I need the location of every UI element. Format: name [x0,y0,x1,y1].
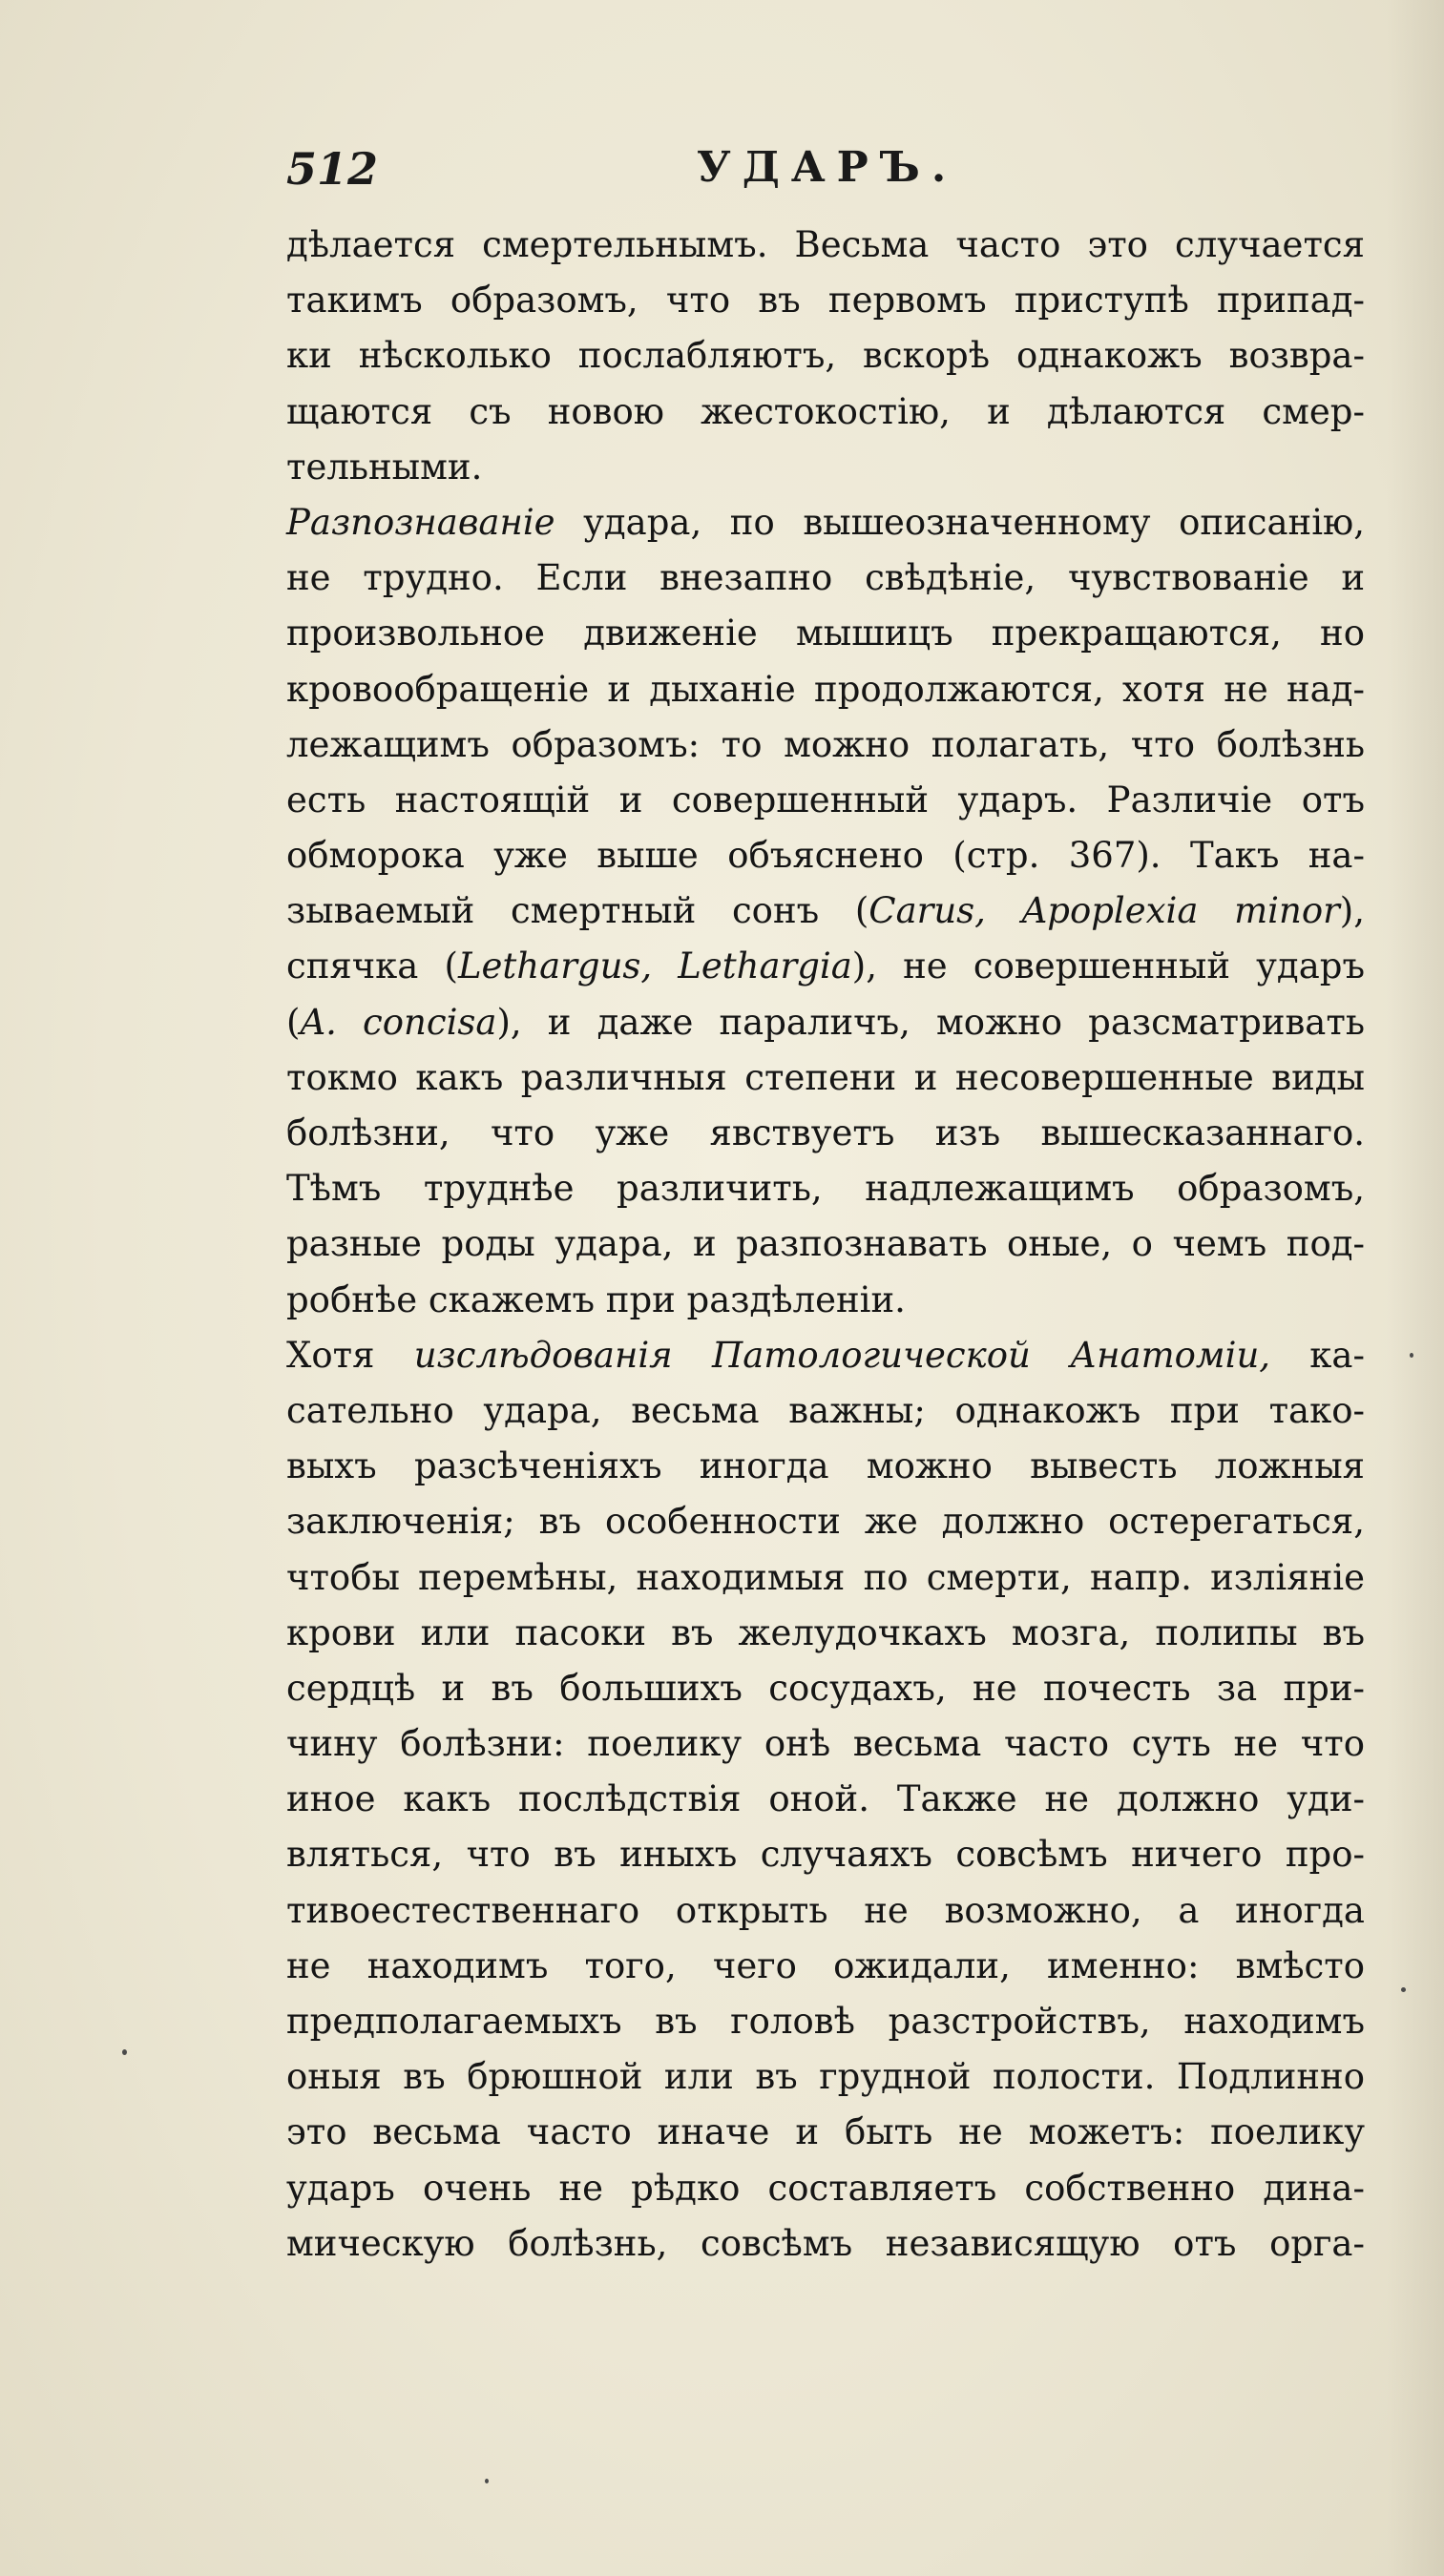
ink-speck [1401,1987,1406,1992]
text-line: чину болѣзни: поелику онѣ весьма часто суть не что [286,1723,1365,1765]
text-line: спячка (Lethargus, Lethargia), не совершенный ударъ [286,945,1365,987]
text-line: разные роды удара, и разпознавать оные, о чемъ под- [286,1223,1365,1265]
latin-term: Lethargus, Lethargia [457,945,852,987]
text-line: иное какъ послѣдствія оной. Также не должно уди- [286,1778,1365,1820]
text-line: болѣзни, что уже явствуетъ изъ вышесказаннаго. [286,1112,1365,1153]
text-line: кровообращеніе и дыханіе продолжаются, хотя не над- [286,668,1365,710]
ink-speck [122,2049,127,2055]
latin-term: Carus, Apoplexia minor [868,890,1340,932]
text-line: сательно удара, весьма важны; однакожъ при тако- [286,1389,1365,1431]
text-line: Тѣмъ труднѣе различить, надлежащимъ образомъ, [286,1168,1365,1210]
text-line: лежащимъ образомъ: то можно полагать, что болѣзнь [286,723,1365,765]
page-header [286,143,1365,210]
text-line: заключенія; въ особенности же должно остерегаться, [286,1501,1365,1543]
ink-speck [485,2479,489,2483]
text-line: крови или пасоки въ желудочкахъ мозга, полипы въ [286,1611,1365,1653]
page-number: 512 [286,143,379,195]
text-line: не трудно. Если внезапно свѣдѣніе, чувствованіе и [286,557,1365,599]
italic-term: изслѣдованія Патологической Анатоміи, [413,1334,1271,1376]
text-line: есть настоящій и совершенный ударъ. Различіе отъ [286,779,1365,821]
text-line: это весьма часто иначе и быть не можетъ: поелику [286,2111,1365,2153]
text-line: такимъ образомъ, что въ первомъ приступѣ припад- [286,280,1365,322]
text-line: токмо какъ различныя степени и несовершенные виды [286,1056,1365,1098]
text-line: мическую болѣзнь, совсѣмъ независящую отъ орга- [286,2222,1365,2264]
body-text [286,218,1365,2272]
text-line: тельными. [286,446,483,488]
text-line: оныя въ брюшной или въ грудной полости. Подлинно [286,2056,1365,2098]
text-line: произвольное движеніе мышицъ прекращаются, но [286,613,1365,654]
text-line: вляться, что въ иныхъ случаяхъ совсѣмъ ничего про- [286,1834,1365,1876]
text-line: ударъ очень не рѣдко составляетъ собственно дина- [286,2167,1365,2209]
text-line: Хотя изслѣдованія Патологической Анатоміи, ка- [286,1334,1365,1376]
text-line: (A. concisa), и даже параличъ, можно разсматривать [286,1001,1365,1043]
running-title: УДАРЪ. [697,143,958,192]
text-line: выхъ разсѣченіяхъ иногда можно вывесть ложныя [286,1445,1365,1487]
text-line: сердцѣ и въ большихъ сосудахъ, не почесть за при- [286,1667,1365,1709]
italic-term: Разпознаванiе [286,501,555,543]
text-line: робнѣе скажемъ при раздѣленіи. [286,1278,906,1320]
text-line: не находимъ того, чего ожидали, именно: вмѣсто [286,1944,1365,1986]
text-line: чтобы перемѣны, находимыя по смерти, напр. изліяніе [286,1556,1365,1598]
text-line: обморока уже выше объяснено (стр. 367). Такъ на- [286,835,1365,877]
text-line: Разпознаванiе удара, по вышеозначенному описанію, [286,501,1365,543]
text-line: ки нѣсколько послабляютъ, вскорѣ однакожъ возвра- [286,335,1365,377]
ink-speck [1410,1353,1413,1358]
text-line: предполагаемыхъ въ головѣ разстройствъ, находимъ [286,2001,1365,2042]
text-line: тивоестественнаго открыть не возможно, а иногда [286,1889,1365,1931]
text-line: щаются съ новою жестокостію, и дѣлаются смер- [286,390,1365,432]
text-line: дѣлается смертельнымъ. Весьма часто это случается [286,224,1365,265]
page-edge-shadow [1387,0,1444,2576]
text-line: зываемый смертный сонъ (Carus, Apoplexia minor), [286,890,1365,932]
latin-term: A. concisa [300,1001,497,1043]
